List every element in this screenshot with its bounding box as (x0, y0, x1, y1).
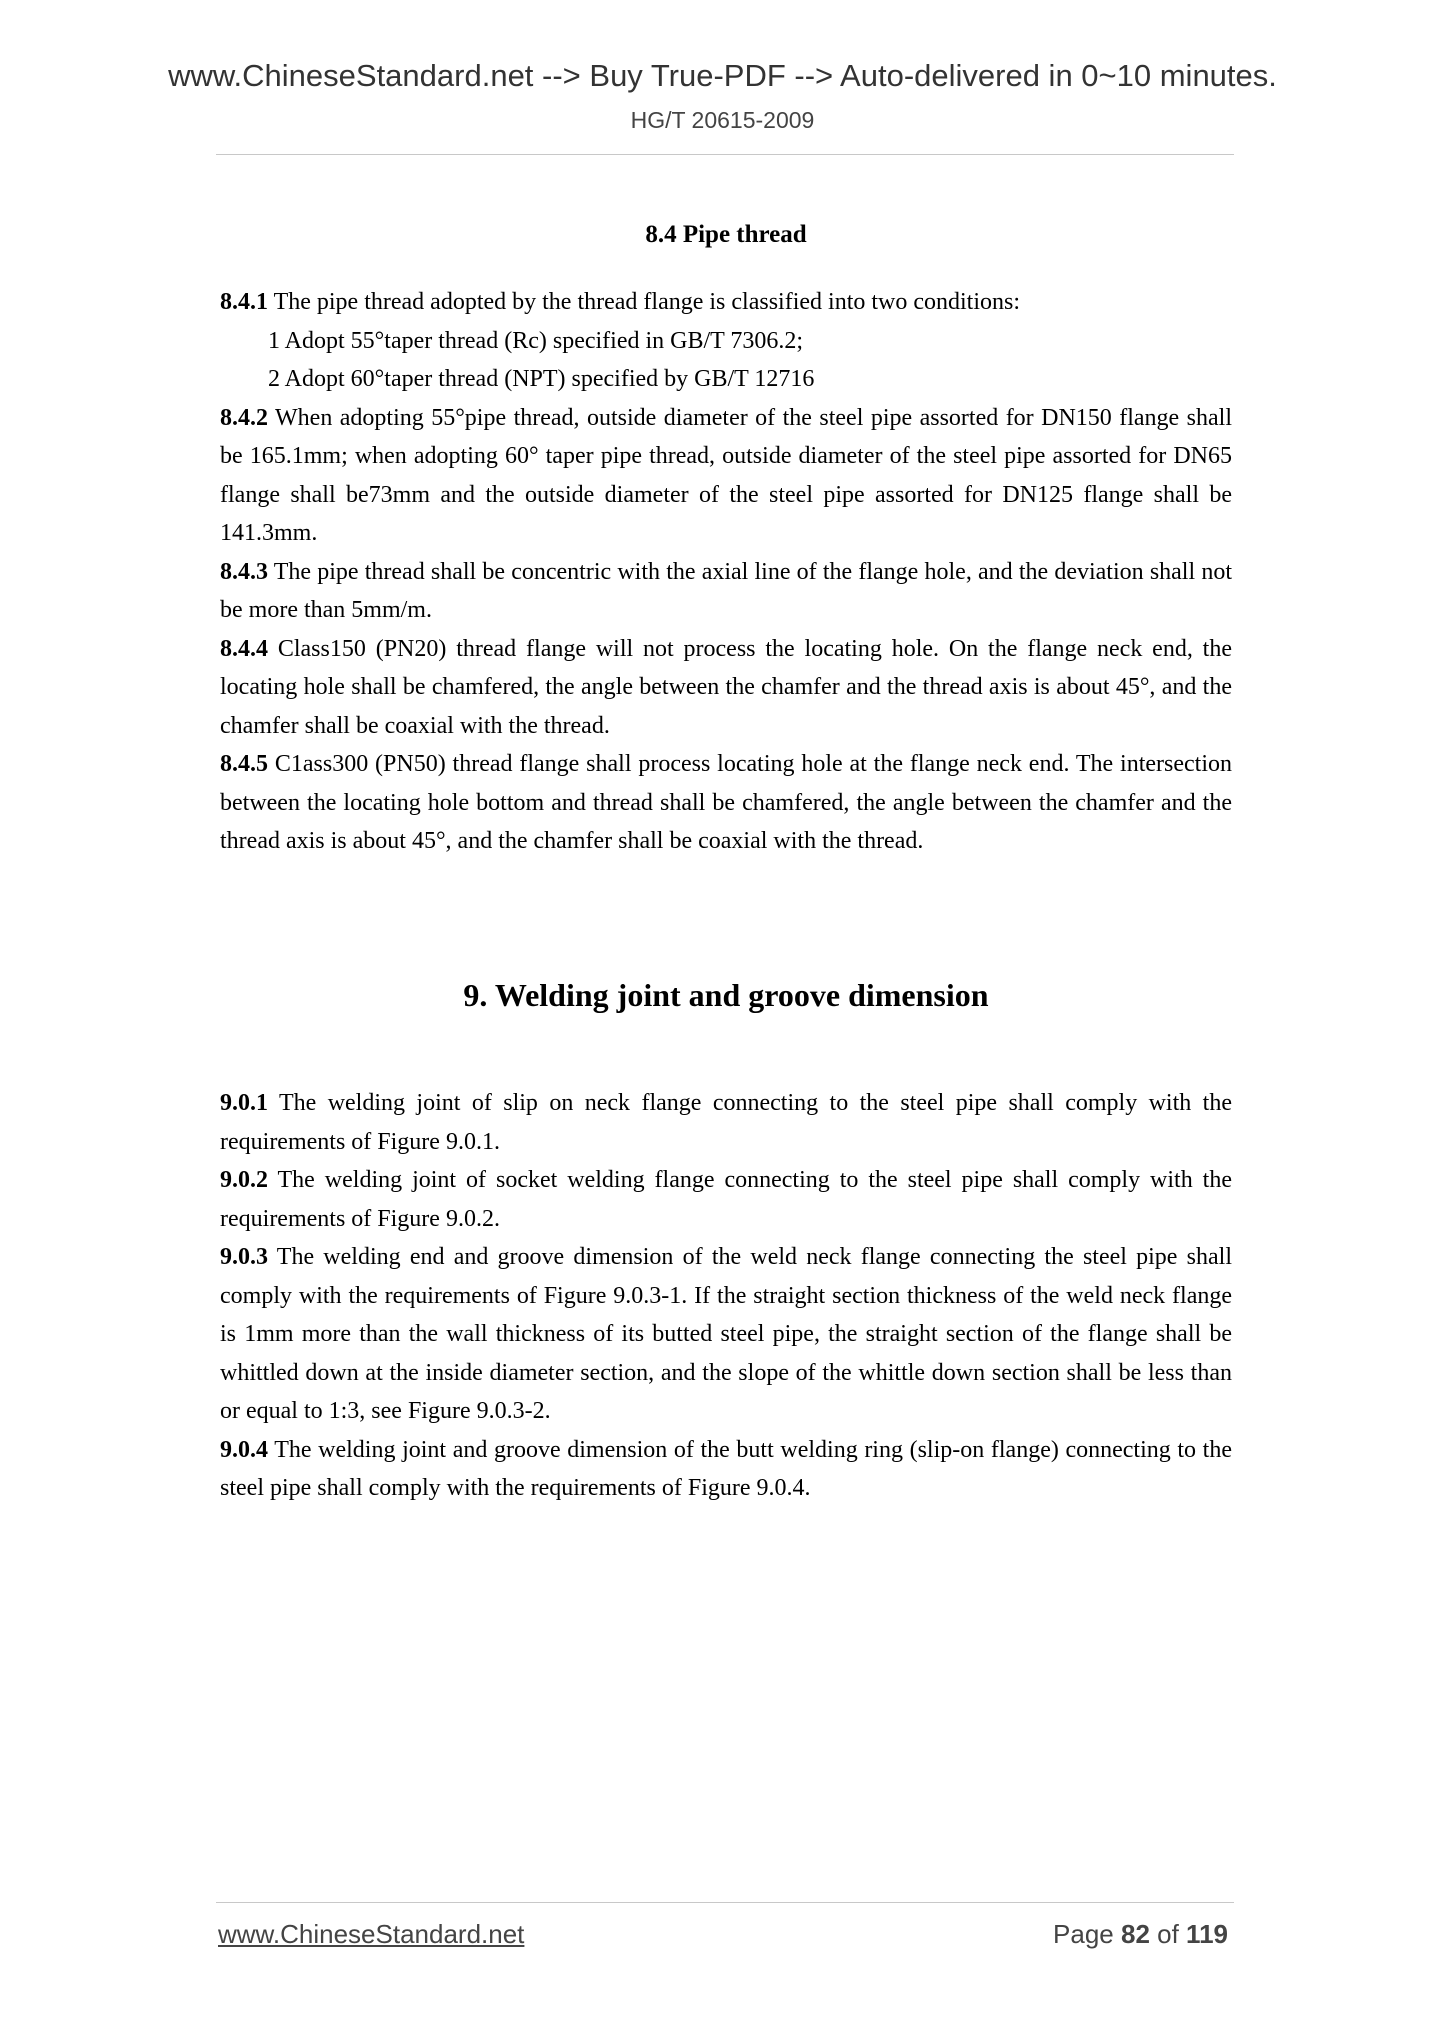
section-heading-8-4: 8.4 Pipe thread (645, 221, 807, 248)
clause-8-4-2 (220, 399, 1232, 553)
clause-text: When adopting 55°pipe thread, outside diameter of the steel pipe assorted for DN150 flange shall be 165.1mm; when adopting 60° taper pipe thread, outside diameter of the steel pipe assorted for DN65 flange shall be73mm and the outside diameter of the steel pipe assorted for DN125 flange shall be 141.3mm. (220, 404, 1232, 546)
clause-number: 8.4.5 (220, 751, 268, 777)
clause-number: 9.0.4 (220, 1436, 268, 1463)
list-item: 2 Adopt 60°taper thread (NPT) specified by GB/T 12716 (268, 366, 815, 392)
header-divider (216, 154, 1234, 155)
chapter-heading-9: 9. Welding joint and groove dimension (463, 977, 989, 1013)
clause-text: The welding joint of socket welding flange connecting to the steel pipe shall comply with the requirements of Figure 9.0.2. (220, 1167, 1232, 1232)
footer-divider (216, 1902, 1234, 1903)
clause-9-0-3 (220, 1238, 1232, 1431)
clause-8-4-3 (220, 553, 1232, 630)
page-of: of (1149, 1919, 1187, 1949)
chapter-9-body (220, 1084, 1232, 1508)
list-item: 1 Adopt 55°taper thread (Rc) specified in GB/T 7306.2; (268, 327, 804, 354)
page-number (1053, 1918, 1228, 1950)
document-code: HG/T 20615-2009 (630, 107, 815, 133)
clause-9-0-2 (220, 1161, 1232, 1238)
clause-text: The welding joint and groove dimension of the butt welding ring (slip-on flange) connecting to the steel pipe shall comply with the requirements of Figure 9.0.4. (220, 1436, 1232, 1501)
clause-9-0-4 (220, 1431, 1232, 1508)
clause-9-0-1 (220, 1084, 1232, 1161)
header-banner: www.ChineseStandard.net --> Buy True-PDF --> Auto-delivered in 0~10 minutes. (168, 58, 1277, 93)
clause-number: 8.4.4 (220, 635, 268, 662)
page-total: 119 (1186, 1919, 1228, 1949)
section-8-4-body (220, 283, 1232, 861)
clause-number: 8.4.1 (220, 289, 268, 315)
clause-number: 8.4.2 (220, 404, 268, 431)
page-current: 82 (1120, 1919, 1150, 1949)
clause-8-4-5 (220, 745, 1232, 861)
clause-text: The welding joint of slip on neck flange connecting to the steel pipe shall comply with the requirements of Figure 9.0.1. (220, 1090, 1232, 1155)
clause-number: 9.0.1 (220, 1090, 268, 1116)
clause-8-4-1 (220, 283, 1232, 322)
clause-number: 9.0.2 (220, 1167, 268, 1193)
page-prefix: Page (1053, 1919, 1121, 1949)
clause-text: The pipe thread shall be concentric with the axial line of the flange hole, and the deviation shall not be more than 5mm/m. (220, 558, 1232, 623)
clause-8-4-4 (220, 630, 1232, 746)
clause-text: Class150 (PN20) thread flange will not process the locating hole. On the flange neck end, the locating hole shall be chamfered, the angle between the chamfer and the thread axis is about 45°, and the chamfer shall be coaxial with the thread. (220, 635, 1232, 739)
clause-text: The welding end and groove dimension of the weld neck flange connecting the steel pipe shall comply with the requirements of Figure 9.0.3-1. If the straight section thickness of the weld neck flange is 1mm more than the wall thickness of its butted steel pipe, the straight section of the flange shall be whittled down at the inside diameter section, and the slope of the whittle down section shall be less than or equal to 1:3, see Figure 9.0.3-2. (220, 1244, 1232, 1424)
clause-number: 9.0.3 (220, 1244, 268, 1270)
footer-site-link[interactable]: www.ChineseStandard.net (218, 1919, 525, 1949)
clause-number: 8.4.3 (220, 558, 268, 585)
clause-text: The pipe thread adopted by the thread flange is classified into two conditions: (268, 289, 1021, 315)
clause-text: C1ass300 (PN50) thread flange shall process locating hole at the flange neck end. The intersection between the locating hole bottom and thread shall be chamfered, the angle between the chamfer and the thread axis is about 45°, and the chamfer shall be coaxial with the thread. (220, 751, 1232, 854)
